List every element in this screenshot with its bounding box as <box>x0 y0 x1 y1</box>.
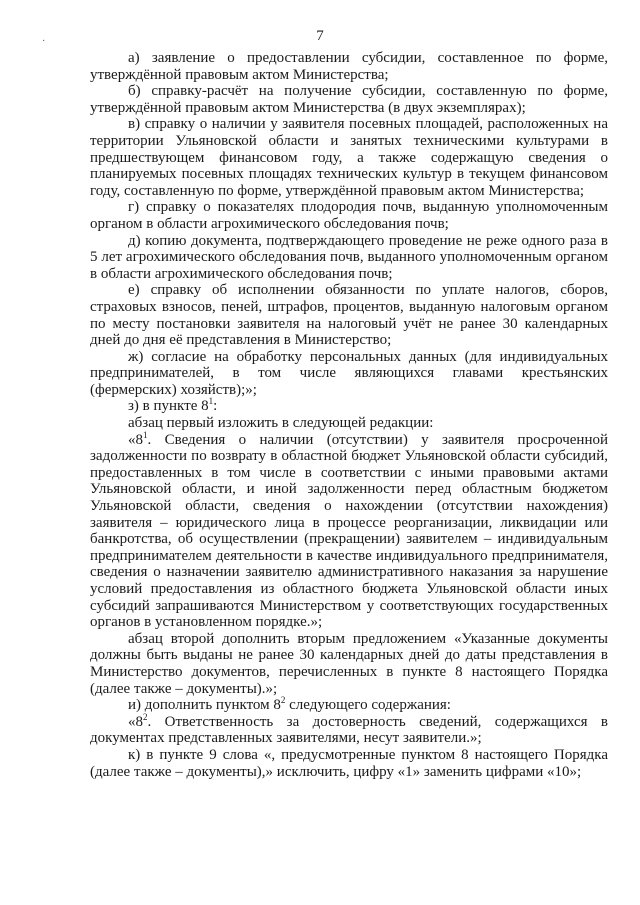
paragraph-8-1 <box>90 429 608 631</box>
page-number: 7 <box>316 28 324 44</box>
paragraph-d: д) копию документа, подтверждающего проведение не реже одного раза в 5 лет агрохимического обследования почв, выданного уполномоченным органом в области агрохимического обследования почв; <box>90 232 608 282</box>
paragraph-z-text: з) в пункте 8 <box>128 398 209 415</box>
paragraph-8-1-number: «8 <box>128 431 143 448</box>
paragraph-i-tail: следующего содержания: <box>285 697 451 714</box>
paragraph-b: б) справку-расчёт на получение субсидии, составленную по форме, утверждённой правовым актом Министерства (в двух экземплярах); <box>90 83 608 116</box>
paragraph-z-tail: : <box>213 398 218 415</box>
paragraph-i <box>90 697 608 714</box>
paragraph-first-abzac: абзац первый изложить в следующей редакции: <box>128 415 434 432</box>
paragraph-8-2-number: «8 <box>128 713 143 730</box>
paragraph-8-1-superscript: 1 <box>143 429 148 440</box>
paragraph-zh: ж) согласие на обработку персональных данных (для индивидуальных предпринимателей, в том числе являющихся главами крестьянских (фермерских) хозяйств);»; <box>90 348 608 398</box>
margin-mark: · <box>42 36 46 47</box>
paragraph-i-superscript: 2 <box>280 695 286 706</box>
paragraph-k: к) в пункте 9 слова «, предусмотренные пунктом 8 настоящего Порядка (далее также – документы),» исключить, цифру «1» заменить цифрами «10»; <box>90 746 608 780</box>
paragraph-a: а) заявление о предоставлении субсидии, составленное по форме, утверждённой правовым актом Министерства; <box>90 50 608 83</box>
paragraph-8-2-text: . Ответственность за достоверность сведений, содержащихся в документах представленных заявителями, несут заявители.»; <box>90 713 608 747</box>
paragraph-8-1-text: . Сведения о наличии (отсутствии) у заявителя просроченной задолженности по возврату в областной бюджет Ульяновской области субсидий, предоставленных в том числе в соответствии с иными правовыми актами Ульяновской области, и иной задолженности перед областным бюджетом Ульяновской области, сведения о нахождении (отсутствии нахождения) заявителя – юридического лица в процессе реорганизации, ликвидации или банкротства, об осуществлении (прекращении) заявителем – индивидуальным предпринимателем деятельности в качестве индивидуального предпринимателя, сведения о назначении заявителю административного наказания за нарушение условий предоставления из областного бюджета Ульяновской области иных субсидий запрашиваются Министерством у соответствующих государственных органов в установленном порядке.»; <box>90 431 608 631</box>
paragraph-8-2-superscript: 2 <box>143 711 148 722</box>
paragraph-i-text: и) дополнить пунктом 8 <box>128 697 281 714</box>
paragraph-z <box>90 398 608 415</box>
paragraph-v: в) справку о наличии у заявителя посевных площадей, расположенных на территории Ульяновской области и занятых техническими культурами в предшествующем финансовом году, а также содержащую сведения о планируемых посевных площадях технических культур в текущем финансовом году, составленную по форме, утверждённой правовым актом Министерства; <box>90 116 608 199</box>
paragraph-e: е) справку об исполнении обязанности по уплате налогов, сборов, страховых взносов, пеней, штрафов, процентов, выданную налоговым органом по месту постановки заявителя на налоговый учёт не ранее 30 календарных дней до дня её представления в Министерство; <box>90 282 608 349</box>
paragraph-z-superscript: 1 <box>208 396 214 407</box>
paragraph-8-2 <box>90 711 608 747</box>
paragraph-second-abzac: абзац второй дополнить вторым предложением «Указанные документы должны быть выданы не ранее 30 календарных дней до даты представления в Министерство документов, перечисленных в пункте 8 настоящего Порядка (далее также – документы).»; <box>90 630 608 697</box>
document-body <box>90 50 608 780</box>
paragraph-g: г) справку о показателях плодородия почв, выданную уполномоченным органом в области агрохимического обследования почв; <box>90 199 608 232</box>
